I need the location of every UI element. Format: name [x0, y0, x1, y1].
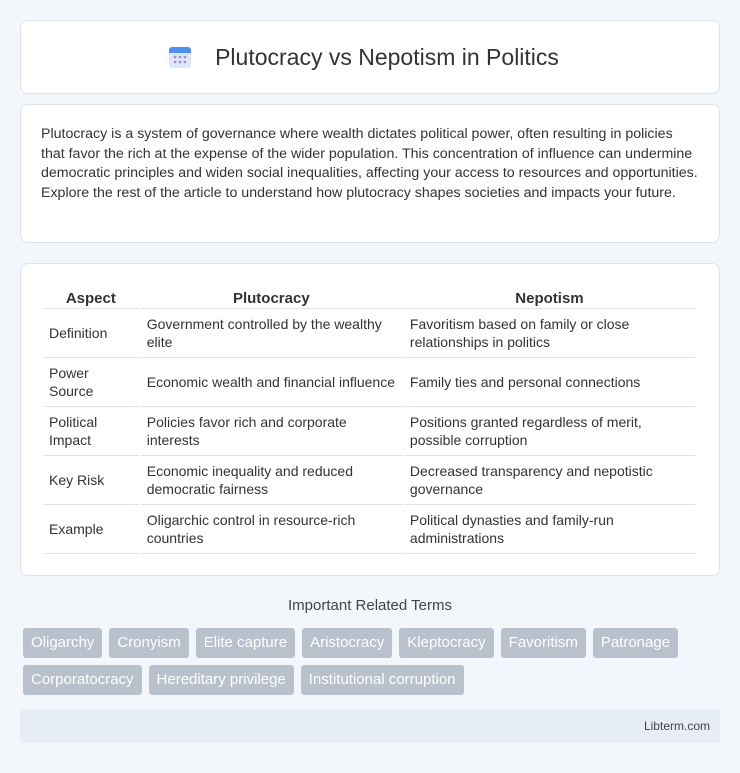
table-row: [43, 456, 695, 505]
intro-card: [20, 104, 720, 243]
row-aspect-cell: Political Impact: [43, 407, 139, 456]
row-aspect-cell: Definition: [43, 309, 139, 358]
row-aspect-cell: Power Source: [43, 358, 139, 407]
tag-kleptocracy[interactable]: Kleptocracy: [399, 628, 493, 658]
table-row: [43, 358, 695, 407]
table-header-row: [43, 284, 695, 309]
nepotism-cell: Family ties and personal connections: [404, 358, 695, 407]
tag-elite-capture[interactable]: Elite capture: [196, 628, 295, 658]
related-terms-list: [23, 628, 723, 695]
tag-patronage[interactable]: Patronage: [593, 628, 678, 658]
related-terms-heading: Important Related Terms: [288, 597, 452, 614]
tag-institutional-corruption[interactable]: Institutional corruption: [301, 665, 464, 695]
footer-site-link[interactable]: Libterm.com: [643, 719, 710, 733]
nepotism-cell: Positions granted regardless of merit, possible corruption: [404, 407, 695, 456]
plutocracy-cell: Oligarchic control in resource-rich countries: [141, 505, 402, 554]
footer: [20, 709, 720, 743]
table-row: [43, 505, 695, 554]
row-aspect-cell: Example: [43, 505, 139, 554]
intro-paragraph: Plutocracy is a system of governance where wealth dictates political power, often resulting in policies that favor the rich at the expense of the wider population. This concentration of influence can undermine democratic principles and widen social inequalities, affecting your access to resources and opportunities. Explore the rest of the article to understand how plutocracy shapes societies and impacts your future.: [41, 126, 698, 201]
nepotism-cell: Political dynasties and family-run administrations: [404, 505, 695, 554]
tag-oligarchy[interactable]: Oligarchy: [23, 628, 102, 658]
tag-favoritism[interactable]: Favoritism: [501, 628, 586, 658]
plutocracy-cell: Economic inequality and reduced democratic fairness: [141, 456, 402, 505]
plutocracy-cell: Government controlled by the wealthy elite: [141, 309, 402, 358]
tag-cronyism[interactable]: Cronyism: [109, 628, 188, 658]
column-header-nepotism: Nepotism: [404, 284, 695, 309]
column-header-plutocracy: Plutocracy: [141, 284, 402, 309]
header-card: [20, 20, 720, 94]
nepotism-cell: Favoritism based on family or close relationships in politics: [404, 309, 695, 358]
table-row: [43, 309, 695, 358]
tag-aristocracy[interactable]: Aristocracy: [302, 628, 392, 658]
plutocracy-cell: Policies favor rich and corporate interests: [141, 407, 402, 456]
tag-corporatocracy[interactable]: Corporatocracy: [23, 665, 142, 695]
nepotism-cell: Decreased transparency and nepotistic governance: [404, 456, 695, 505]
column-header-aspect: Aspect: [43, 284, 139, 309]
row-aspect-cell: Key Risk: [43, 456, 139, 505]
tag-hereditary-privilege[interactable]: Hereditary privilege: [149, 665, 294, 695]
calendar-icon: [167, 44, 193, 70]
table-row: [43, 407, 695, 456]
comparison-table: [41, 284, 697, 554]
plutocracy-cell: Economic wealth and financial influence: [141, 358, 402, 407]
page-title: Plutocracy vs Nepotism in Politics: [215, 43, 559, 70]
comparison-table-card: [20, 263, 720, 576]
